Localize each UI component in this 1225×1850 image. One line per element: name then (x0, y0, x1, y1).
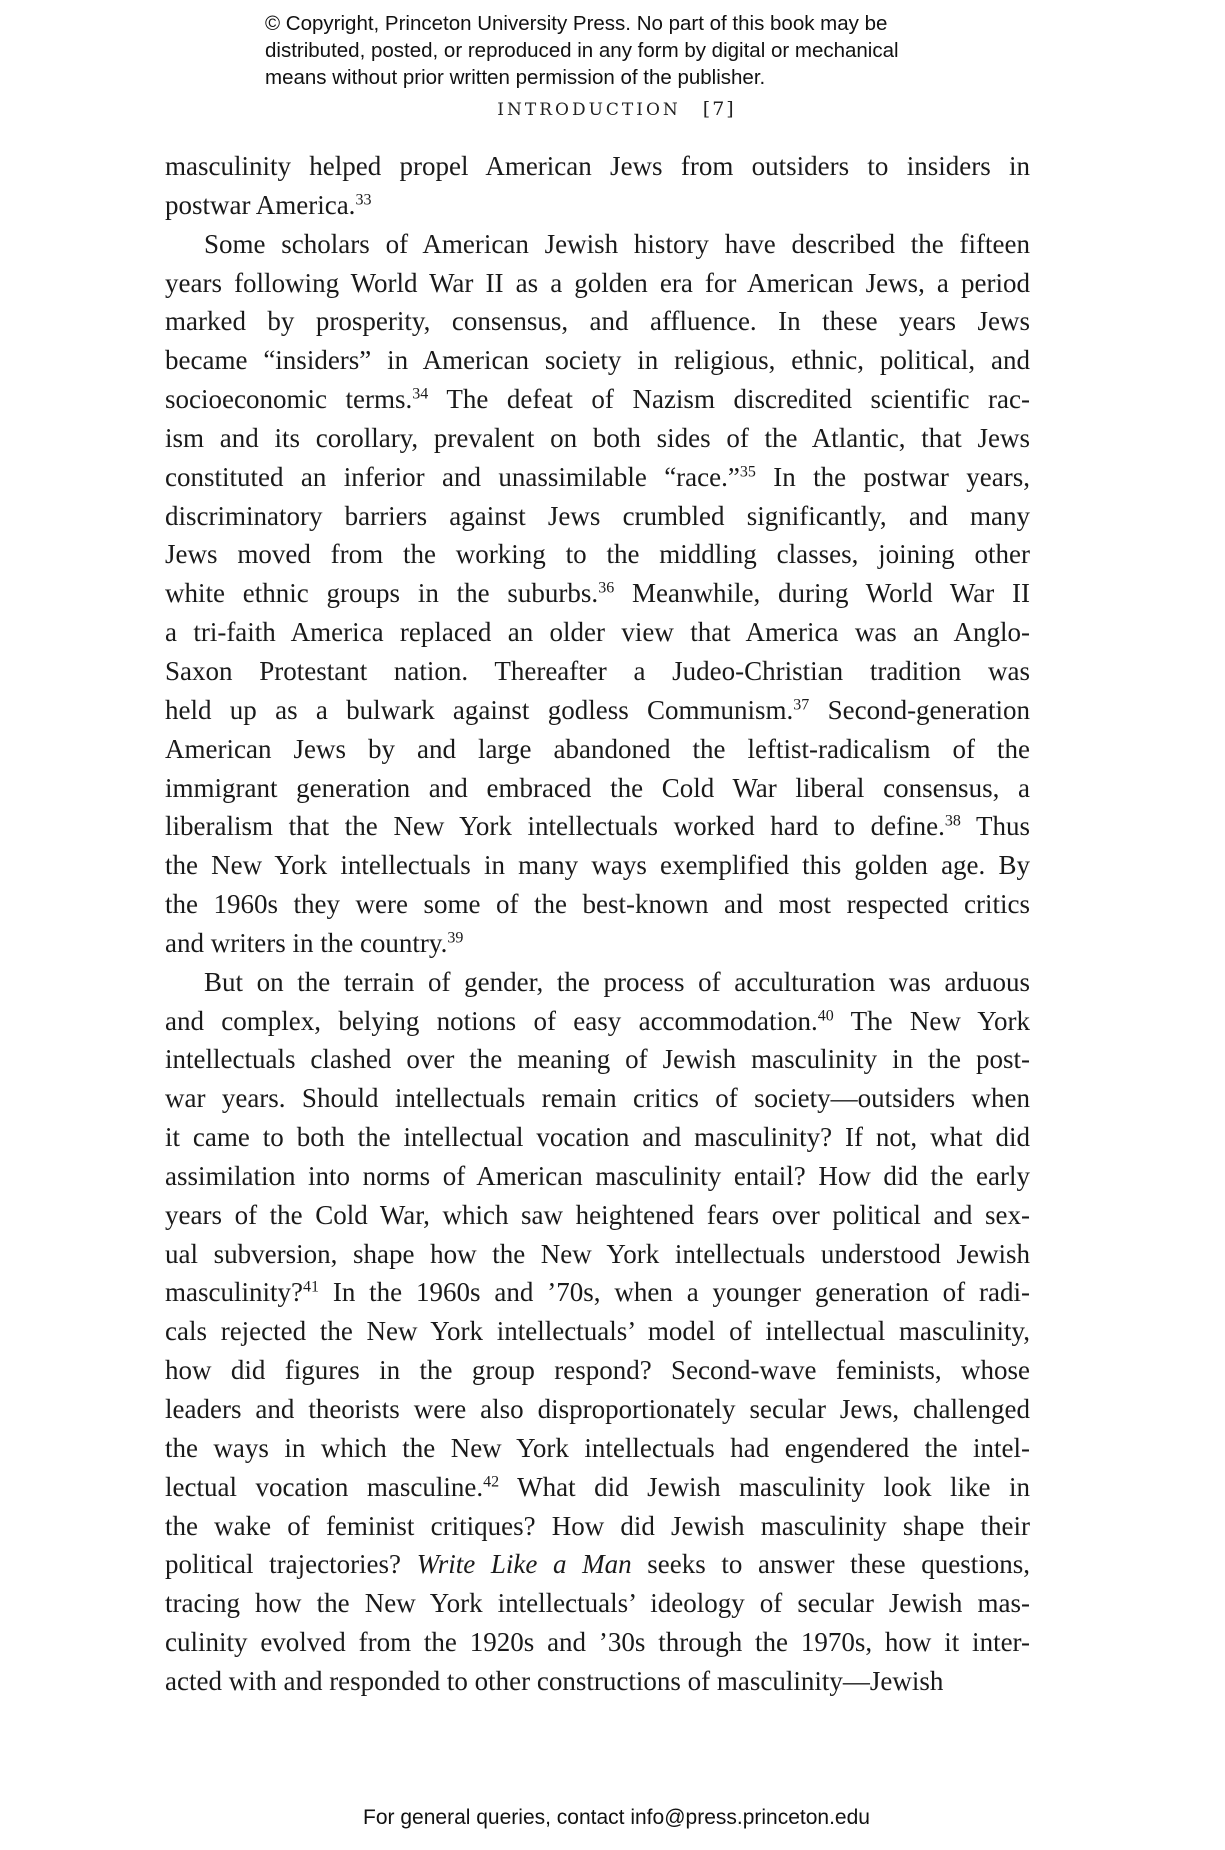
footnote-ref: 36 (598, 579, 615, 597)
text-segment: The defeat of Nazism discredited scientific rac- (428, 384, 1031, 415)
text-segment: Saxon Protestant nation. Thereafter a Judeo-Christian tradition was (165, 655, 1030, 686)
text-segment: liberalism that the New York intellectuals worked hard to define. (165, 811, 945, 842)
copyright-line-3: means without prior written permission of the publisher. (265, 66, 766, 89)
text-line (165, 1118, 1030, 1157)
text-line (165, 186, 1030, 225)
text-segment: and complex, belying notions of easy accommodation. (165, 1005, 818, 1036)
text-line (165, 924, 1030, 963)
text-segment: In the postwar years, (755, 461, 1030, 492)
text-segment: ual subversion, shape how the New York intellectuals understood Jewish (165, 1238, 1030, 1269)
text-segment: constituted an inferior and unassimilable “race.” (165, 461, 740, 492)
text-line (165, 225, 1030, 264)
page-number: [7] (702, 98, 736, 120)
text-segment: intellectuals clashed over the meaning of Jewish masculinity in the post- (165, 1044, 1030, 1075)
text-segment: culinity evolved from the 1920s and ’30s through the 1970s, how it inter- (165, 1627, 1030, 1658)
text-line (165, 1351, 1030, 1390)
text-line (165, 1390, 1030, 1429)
footnote-ref: 42 (483, 1473, 500, 1491)
footnote-ref: 35 (739, 463, 756, 481)
text-line (165, 1273, 1030, 1312)
text-segment: Some scholars of American Jewish history have described the fifteen (204, 228, 1030, 259)
text-segment: marked by prosperity, consensus, and affluence. In these years Jews (165, 306, 1030, 337)
text-line (165, 147, 1030, 186)
text-segment: Meanwhile, during World War II (614, 578, 1030, 609)
running-head (0, 98, 1225, 120)
text-segment: leaders and theorists were also disproportionately secular Jews, challenged (165, 1394, 1030, 1424)
text-segment: the New York intellectuals in many ways exemplified this golden age. By (165, 850, 1030, 881)
text-line (165, 574, 1030, 613)
text-line (165, 1584, 1030, 1623)
text-line (165, 1623, 1030, 1662)
text-segment: lectual vocation masculine. (165, 1471, 484, 1502)
footnote-ref: 40 (817, 1006, 834, 1024)
text-segment: In the 1960s and ’70s, when a younger generation of radi- (318, 1277, 1030, 1308)
footnote-ref: 39 (447, 929, 464, 947)
text-segment: American Jews by and large abandoned the leftist-radicalism of the (165, 733, 1030, 764)
text-segment: years of the Cold War, which saw heightened fears over political and sex- (165, 1199, 1030, 1230)
text-segment: Thus (960, 811, 1031, 842)
text-line (165, 1040, 1030, 1079)
text-line (165, 341, 1030, 380)
footnote-ref: 41 (302, 1278, 319, 1296)
text-segment: became “insiders” in American society in religious, ethnic, political, and (165, 345, 1030, 376)
text-line (165, 264, 1030, 303)
text-segment: What did Jewish masculinity look like in (499, 1471, 1030, 1502)
text-segment: discriminatory barriers against Jews crumbled significantly, and many (165, 500, 1030, 531)
text-segment: masculinity? (165, 1277, 303, 1308)
text-segment: tracing how the New York intellectuals’ ideology of secular Jewish mas- (165, 1588, 1030, 1619)
text-line (165, 846, 1030, 885)
footer-contact: For general queries, contact info@press.princeton.edu (363, 1806, 870, 1829)
text-line (165, 1545, 1030, 1584)
copyright-line-2: distributed, posted, or reproduced in any form by digital or mechanical (265, 39, 899, 62)
text-line (165, 730, 1030, 769)
text-segment: postwar America. (165, 189, 356, 220)
text-segment: Jews moved from the working to the middling classes, joining other (165, 539, 1030, 570)
book-title: Write Like a Man (416, 1549, 632, 1580)
text-segment: assimilation into norms of American masculinity entail? How did the early (165, 1160, 1030, 1191)
text-segment: masculinity helped propel American Jews from outsiders to insiders in (165, 151, 1030, 181)
text-segment: how did figures in the group respond? Second-wave feminists, whose (165, 1355, 1030, 1386)
footnote-ref: 37 (793, 696, 810, 714)
footnote-ref: 34 (412, 385, 429, 403)
text-line (165, 1507, 1030, 1546)
text-line (165, 1196, 1030, 1235)
text-segment: years following World War II as a golden era for American Jews, a period (165, 267, 1030, 298)
text-line (165, 458, 1030, 497)
text-segment: But on the terrain of gender, the process of acculturation was arduous (204, 966, 1030, 997)
text-line (165, 380, 1030, 419)
text-line (165, 419, 1030, 458)
text-line (165, 1312, 1030, 1351)
text-line (165, 963, 1030, 1002)
text-line (165, 1235, 1030, 1274)
text-segment: white ethnic groups in the suburbs. (165, 578, 599, 609)
text-segment: immigrant generation and embraced the Cold War liberal consensus, a (165, 772, 1030, 803)
footnote-ref: 38 (944, 812, 961, 830)
text-segment: held up as a bulwark against godless Communism. (165, 694, 794, 725)
text-segment: the wake of feminist critiques? How did Jewish masculinity shape their (165, 1510, 1030, 1541)
text-segment: the 1960s they were some of the best-known and most respected critics (165, 889, 1030, 920)
text-segment: the ways in which the New York intellectuals had engendered the intel- (165, 1432, 1030, 1463)
text-segment: a tri-faith America replaced an older view that America was an Anglo- (165, 617, 1030, 648)
footnote-ref: 33 (355, 191, 372, 209)
text-segment: The New York (833, 1005, 1030, 1036)
copyright-notice (265, 10, 1025, 91)
text-line (165, 885, 1030, 924)
text-line (165, 535, 1030, 574)
text-line (165, 1079, 1030, 1118)
text-segment: and writers in the country. (165, 927, 448, 958)
text-line (165, 1157, 1030, 1196)
text-line (165, 652, 1030, 691)
text-segment: acted with and responded to other constructions of masculinity—Jewish (165, 1665, 944, 1696)
text-segment: seeks to answer these questions, (631, 1549, 1030, 1580)
text-segment: Second-generation (809, 694, 1031, 725)
text-line (165, 1429, 1030, 1468)
text-segment: it came to both the intellectual vocation and masculinity? If not, what did (165, 1122, 1030, 1153)
text-segment: political trajectories? (165, 1549, 417, 1580)
text-line (165, 769, 1030, 808)
text-line (165, 497, 1030, 536)
text-segment: ism and its corollary, prevalent on both sides of the Atlantic, that Jews (165, 422, 1030, 453)
text-line (165, 691, 1030, 730)
text-segment: socioeconomic terms. (165, 384, 413, 415)
running-head-title: INTRODUCTION (497, 100, 681, 120)
text-line (165, 807, 1030, 846)
body-text (165, 147, 1030, 1701)
copyright-line-1: © Copyright, Princeton University Press. No part of this book may be (265, 12, 888, 35)
text-line (165, 302, 1030, 341)
text-line (165, 1002, 1030, 1041)
text-segment: war years. Should intellectuals remain critics of society—outsiders when (165, 1083, 1030, 1114)
text-line (165, 613, 1030, 652)
text-line (165, 1662, 1030, 1701)
text-segment: cals rejected the New York intellectuals’ model of intellectual masculinity, (165, 1316, 1030, 1347)
text-line (165, 1468, 1030, 1507)
